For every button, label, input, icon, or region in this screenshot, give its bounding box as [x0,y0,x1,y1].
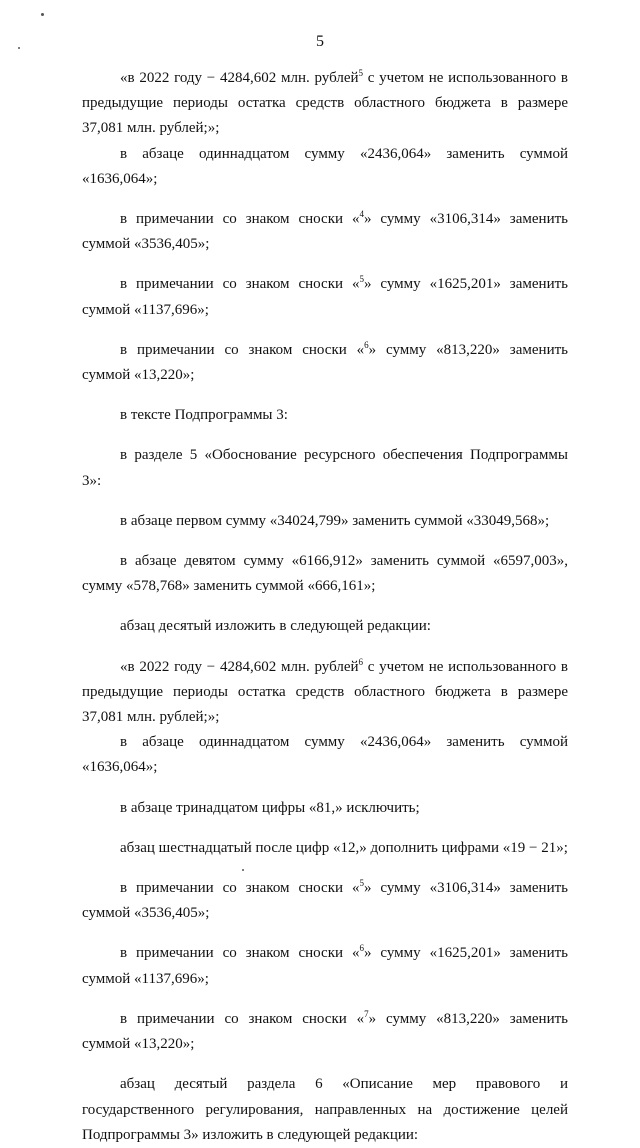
document-body [82,66,568,1148]
paragraph-text: абзац шестнадцатый после цифр «12,» дополнить цифрами «19 − 21»; [120,839,568,856]
footnote-marker: 6 [364,339,369,350]
page-number: 5 [316,33,324,50]
footnote-marker: 5 [359,274,364,285]
footnote-marker: 5 [358,68,364,78]
paragraph-text: абзац десятый изложить в следующей редакции: [120,618,431,635]
paragraph-text: в примечании со знаком сноски « [120,945,360,962]
paragraph-text: » сумму «813,220» заменить суммой «13,220»; [82,341,568,384]
paragraph [82,1007,568,1057]
paragraph-text: в примечании со знаком сноски « [120,1010,365,1027]
paragraph-text: в разделе 5 «Обоснование ресурсного обеспечения Подпрограммы 3»: [82,447,568,489]
paragraph [82,509,568,534]
paragraph-text: в абзаце одиннадцатом сумму «2436,064» заменить суммой «1636,064»; [82,734,568,776]
paragraph [82,549,568,599]
footnote-marker: 5 [359,878,364,889]
paragraph [82,941,568,991]
paragraph-text: абзац десятый раздела 6 «Описание мер правового и государственного регулирования, направленных на достижение целей Подпрограммы 3» изложить в следующей редакции: [82,1076,568,1143]
paragraph-text: » сумму «3106,314» заменить суммой «3536,405»; [82,880,568,922]
paragraph-text: в тексте Подпрограммы 3: [120,407,288,424]
paragraph-text: с учетом не использованного в предыдущие периоды остатка средств областного бюджета в размере 37,081 млн. рублей;»; [82,658,568,726]
scan-speck [41,13,44,16]
paragraph-text: в примечании со знаком сноски « [120,276,360,293]
paragraph [82,655,568,731]
paragraph [82,443,568,493]
footnote-marker: 7 [364,1008,369,1019]
paragraph [82,207,568,257]
paragraph [82,836,568,861]
paragraph-text: » сумму «1625,201» заменить суммой «1137,696»; [82,276,568,318]
paragraph [82,1072,568,1148]
paragraph-text: » сумму «3106,314» заменить суммой «3536,405»; [82,211,568,253]
paragraph-text: «в 2022 году − 4284,602 млн. рублей [120,658,359,675]
paragraph [82,338,568,388]
paragraph [82,796,568,821]
paragraph [82,403,568,428]
paragraph [82,730,568,780]
footnote-marker: 6 [359,943,364,954]
paragraph-text: «в 2022 году − 4284,602 млн. рублей [120,70,359,86]
paragraph-text: в абзаце тринадцатом цифры «81,» исключить; [120,799,420,816]
paragraph-text: в примечании со знаком сноски « [120,211,360,228]
paragraph-text: в абзаце одиннадцатом сумму «2436,064» заменить суммой «1636,064»; [82,145,568,187]
paragraph [82,876,568,926]
paragraph-text: в абзаце первом сумму «34024,799» заменить суммой «33049,568»; [120,512,550,529]
footnote-marker: 6 [358,656,364,667]
paragraph [82,614,568,639]
footnote-marker: 4 [359,209,364,220]
paragraph-text: » сумму «813,220» заменить суммой «13,220»; [82,1010,568,1053]
paragraph-text: в примечании со знаком сноски « [120,880,360,897]
paragraph-text: с учетом не использованного в предыдущие периоды остатка средств областного бюджета в размере 37,081 млн. рублей;»; [82,70,568,137]
paragraph-text: в абзаце девятом сумму «6166,912» заменить суммой «6597,003», сумму «578,768» заменить суммой «666,161»; [82,553,568,595]
paragraph [82,142,568,192]
paragraph-text: » сумму «1625,201» заменить суммой «1137,696»; [82,945,568,987]
paragraph [82,272,568,322]
paragraph-text: в примечании со знаком сноски « [120,341,365,358]
paragraph [82,66,568,142]
